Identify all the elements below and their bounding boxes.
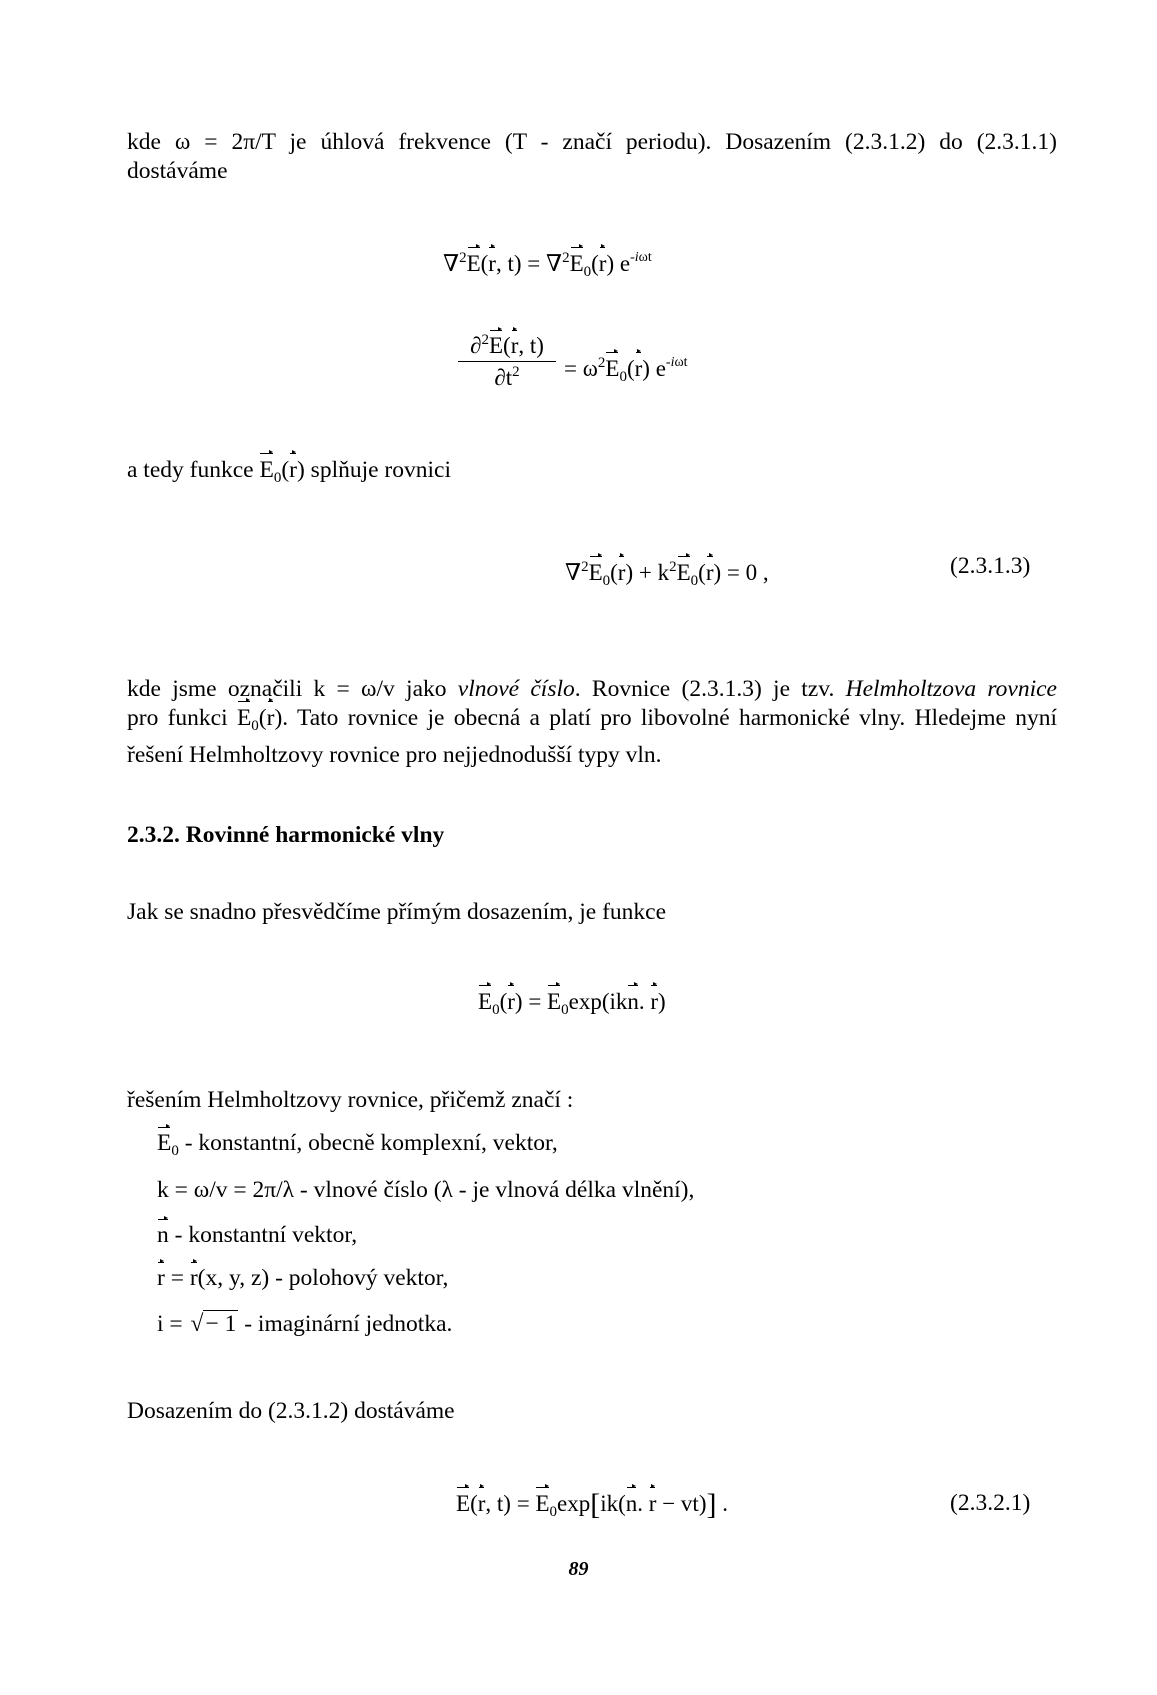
equation-time-derivative-rhs: = $\omega^2E_0(r)$ $e^{-i\omega t}$ <box>564 355 688 385</box>
equation-laplacian: ∇$^2$E(r, $t) = \nabla^2E_0(r)$ $e^{-i\omega t}$ <box>443 250 652 280</box>
section-heading: 2.3.2. Rovinné harmonické vlny <box>127 822 445 848</box>
kde-paragraph: kde jsme označili k = ω/v jako vlnové číslo. Rovnice (2.3.1.3) je tzv. Helmholtzova rovnice pro funkci $E_0(r)$. Tato rovnice je obecná a platí pro libovolné harmonické vlny. Hledejme nyní řešení Helmholtzovy rovnice pro nejjednodušší typy vln. <box>127 676 1057 768</box>
list-item-e0: $E_0$ - konstantní, obecně komplexní, vektor, <box>157 1130 558 1159</box>
dosazenim-paragraph: Dosazením do (2.3.1.2) dostáváme <box>127 1398 455 1424</box>
equation-plane-wave-spatial: $E_0(r) = E_0\exp(ikn$. r) <box>478 989 666 1018</box>
equation-number-2321: (2.3.2.1) <box>950 1490 1031 1516</box>
equation-plane-wave: E(r, $t) = E_0\exp[ik(n$. r − vt)] . <box>456 1488 728 1521</box>
intro-line-2: dostáváme <box>127 158 228 184</box>
intro-paragraph <box>127 128 1057 186</box>
equation-time-derivative-fraction: $\frac{\partial^2E(r, t)}{\partial t^2}$ <box>458 332 556 391</box>
equation-number-2313: (2.3.1.3) <box>950 553 1031 579</box>
equation-helmholtz: $\nabla^2E_0(r) + k^2E_0(r) = 0$ , <box>565 559 769 589</box>
list-item-r: r = r(x, y, z) - polohový vektor, <box>157 1265 449 1291</box>
list-item-k: k = ω/v = 2π/λ - vlnové číslo (λ - je vlnová délka vlnění), <box>157 1177 695 1203</box>
intro-line-1: kde ω = 2π/T je úhlová frekvence (T - značí periodu). Dosazením (2.3.1.2) do (2.3.1.1) <box>127 129 1057 155</box>
list-item-i: i = √− 1 - imaginární jednotka. <box>157 1311 453 1337</box>
jak-paragraph: Jak se snadno přesvědčíme přímým dosazením, je funkce <box>127 899 667 925</box>
page-number: 89 <box>568 1558 589 1580</box>
reseni-paragraph: řešením Helmholtzovy rovnice, přičemž značí : <box>127 1087 574 1113</box>
list-item-n: n - konstantní vektor, <box>157 1222 358 1248</box>
tedy-paragraph: a tedy funkce $E_0(r)$ splňuje rovnici <box>127 457 451 486</box>
